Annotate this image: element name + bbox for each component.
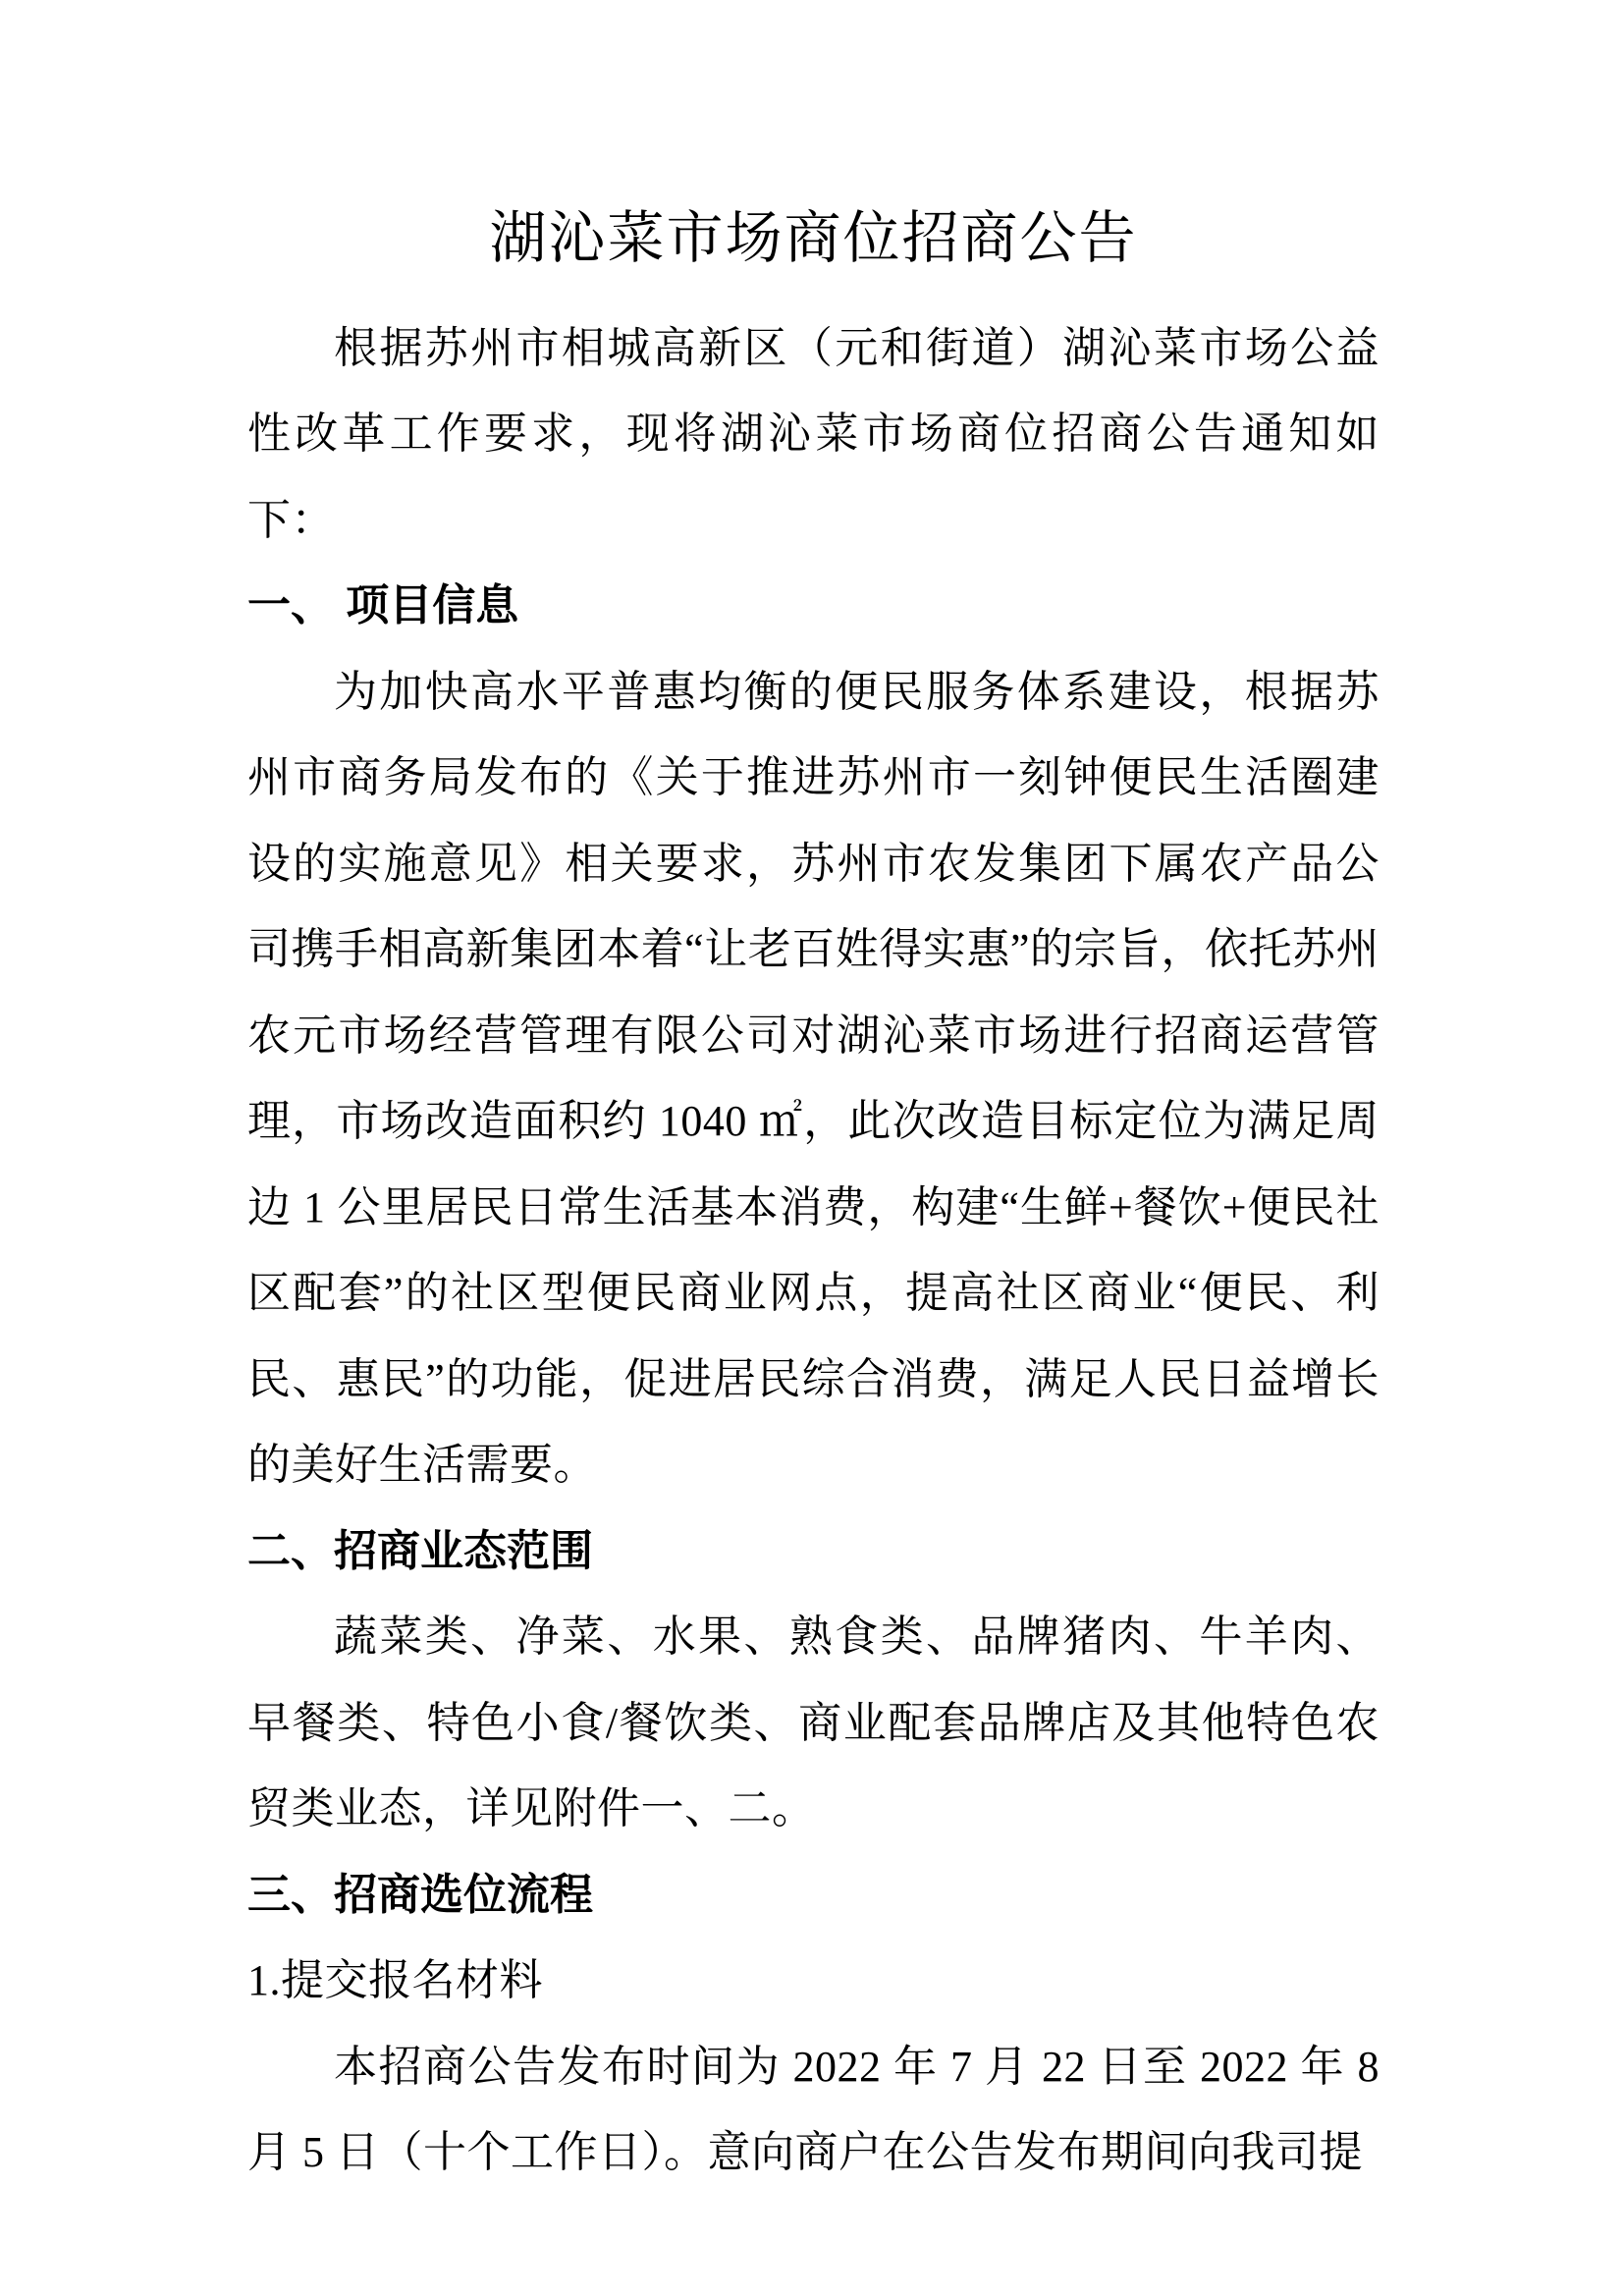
section-2-paragraph: 蔬菜类、净菜、水果、熟食类、品牌猪肉、牛羊肉、早餐类、特色小食/餐饮类、商业配套品牌店及其他特色农贸类业态，详见附件一、二。 xyxy=(247,1613,1380,1833)
heading-section-1: 一、 项目信息 xyxy=(247,581,519,630)
step-1-title: 1.提交报名材料 xyxy=(247,1956,543,2005)
heading-section-3: 三、招商选位流程 xyxy=(247,1870,593,1919)
doc-title: 湖沁菜市场商位招商公告 xyxy=(489,206,1138,270)
heading-section-2: 二、招商业态范围 xyxy=(247,1526,593,1575)
intro-paragraph: 根据苏州市相城高新区（元和街道）湖沁菜市场公益性改革工作要求，现将湖沁菜市场商位招商公告通知如下： xyxy=(247,323,1380,544)
step-1-paragraph: 本招商公告发布时间为 2022 年 7 月 22 日至 2022 年 8 月 5 日（十个工作日）。意向商户在公告发布期间向我司提 xyxy=(247,2042,1380,2177)
section-1-paragraph: 为加快高水平普惠均衡的便民服务体系建设，根据苏州市商务局发布的《关于推进苏州市一刻钟便民生活圈建设的实施意见》相关要求，苏州市农发集团下属农产品公司携手相高新集团本着“让老百姓得实惠”的宗旨，依托苏州农元市场经营管理有限公司对湖沁菜市场进行招商运营管理，市场改造面积约 1040 ㎡，此次改造目标定位为满足周边 1 公里居民日常生活基本消费，构建“生鲜+餐饮+便民社区配套”的社区型便民商业网点，提高社区商业“便民、利民、惠民”的功能，促进居民综合消费，满足人民日益增长的美好生活需要。 xyxy=(247,667,1380,1490)
